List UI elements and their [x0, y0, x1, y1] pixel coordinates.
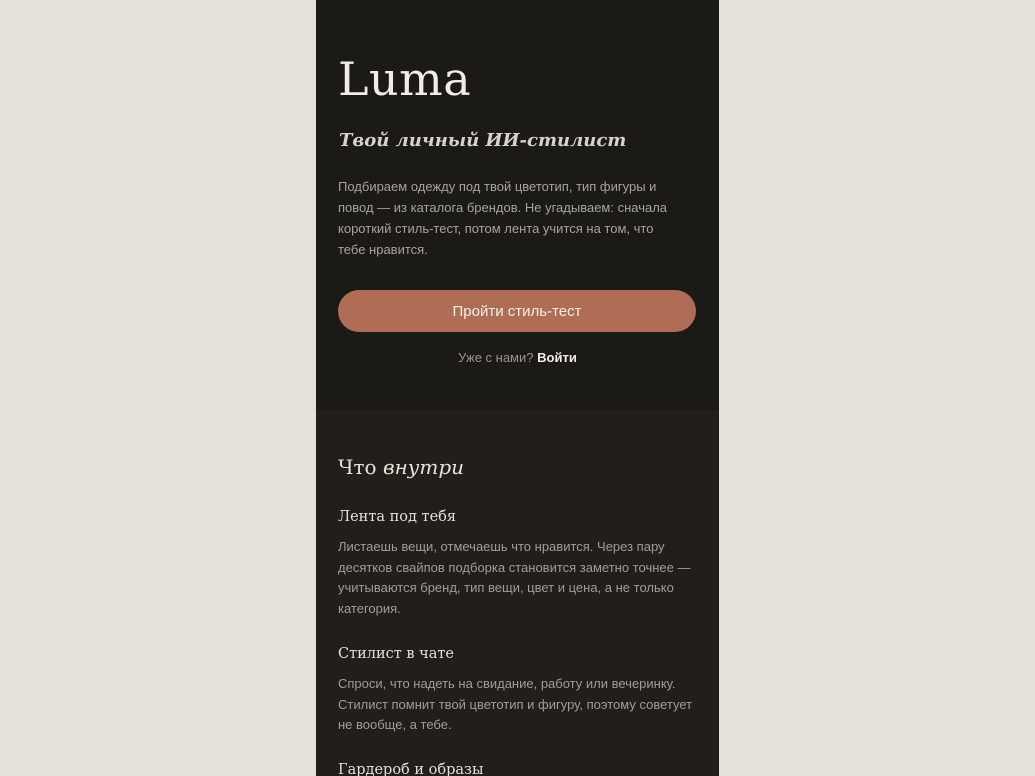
feature-description: Спроси, что надеть на свидание, работу или вечеринку. Стилист помнит твой цветотип и фигуру, поэтому советует не вообще, а тебе. — [338, 676, 693, 733]
features-heading-plain: Что — [338, 455, 377, 479]
login-prompt-line — [316, 349, 719, 367]
login-prompt-text: Уже с нами? — [458, 350, 534, 365]
feature-item-wardrobe — [338, 760, 700, 776]
login-link[interactable]: Войти — [537, 350, 577, 365]
feature-title: Лента под тебя — [338, 509, 457, 525]
features-heading — [338, 454, 464, 480]
feature-item-stylist-chat — [338, 644, 700, 736]
features-section — [316, 410, 719, 776]
features-heading-italic: внутри — [382, 455, 465, 479]
start-style-test-button[interactable]: Пройти стиль-тест — [338, 290, 696, 332]
feature-title: Стилист в чате — [338, 646, 455, 662]
app-logo: Luma — [338, 52, 472, 106]
hero-section — [316, 0, 719, 410]
feature-description: Листаешь вещи, отмечаешь что нравится. Через пару десятков свайпов подборка становится заметно точнее — учитываются бренд, тип вещи, цвет и цена, а не только категория. — [338, 539, 691, 617]
tagline: Твой личный ИИ-стилист — [339, 130, 627, 151]
mobile-screen — [316, 0, 719, 776]
intro-text: Подбираем одежду под твой цветотип, тип фигуры и повод — из каталога брендов. Не угадываем: сначала короткий стиль-тест, потом лента учится на том, что тебе нравится. — [338, 179, 668, 257]
feature-item-feed — [338, 507, 700, 620]
feature-title: Гардероб и образы — [338, 762, 484, 776]
